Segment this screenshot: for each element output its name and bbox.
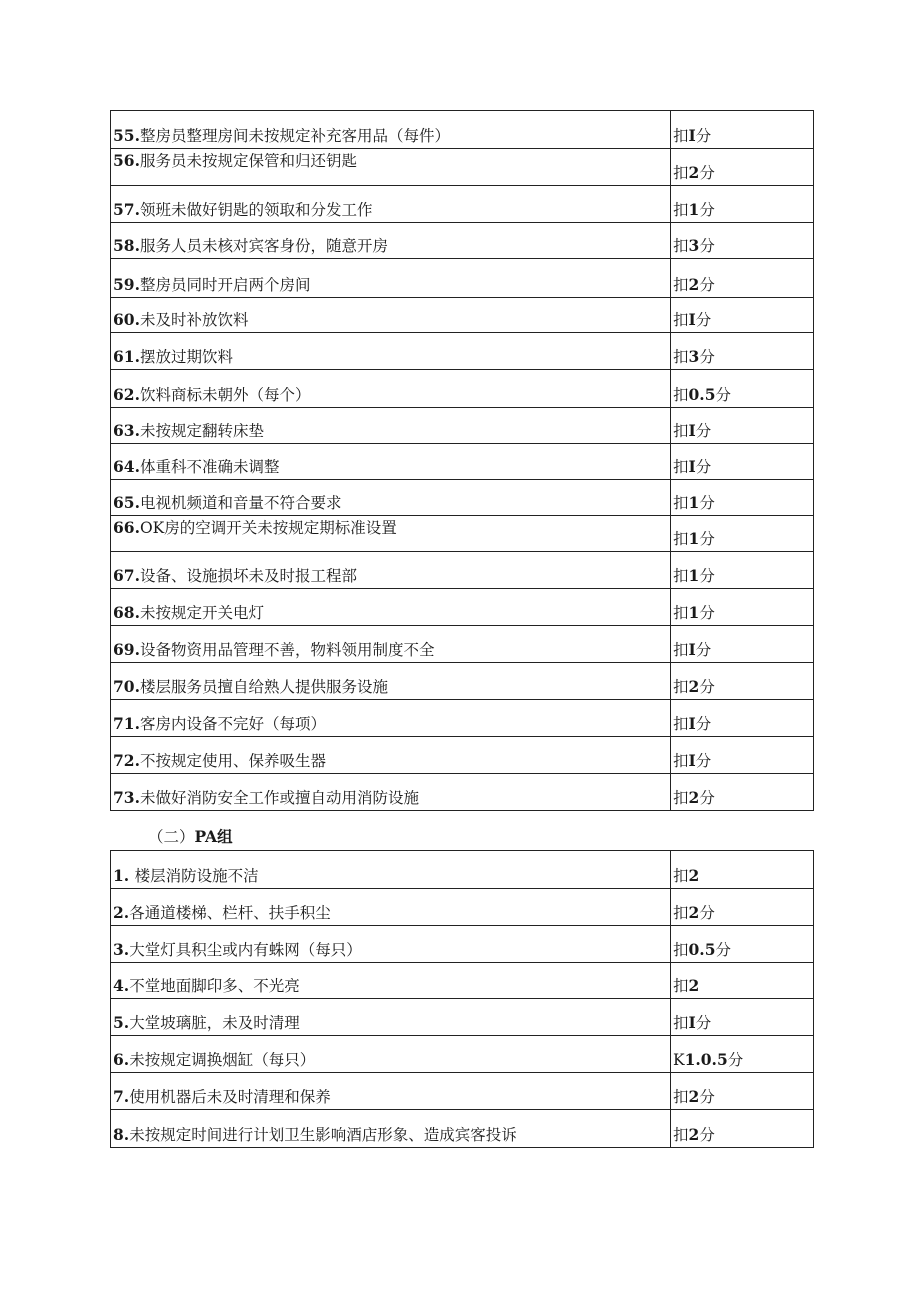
rule-item: 7.使用机器后未及时清理和保养 <box>111 1073 671 1110</box>
rule-penalty: 扣3分 <box>671 333 814 370</box>
table-row <box>111 851 814 889</box>
table-row <box>111 298 814 333</box>
rule-item: 4.不堂地面脚印多、不光亮 <box>111 963 671 999</box>
rule-item: 1. 楼层消防设施不洁 <box>111 851 671 889</box>
penalty-table-pa <box>110 850 814 1148</box>
rule-item: 61.摆放过期饮料 <box>111 333 671 370</box>
section-heading <box>148 827 233 847</box>
rule-item: 6.未按规定调换烟缸（每只） <box>111 1036 671 1073</box>
rule-penalty: 扣I分 <box>671 700 814 737</box>
table-row <box>111 589 814 626</box>
rule-penalty: 扣I分 <box>671 298 814 333</box>
rule-penalty: 扣2分 <box>671 259 814 298</box>
table-row <box>111 480 814 516</box>
rule-item: 56.服务员未按规定保管和归还钥匙 <box>111 149 671 186</box>
rule-penalty: 扣2分 <box>671 889 814 926</box>
rule-penalty: 扣1分 <box>671 186 814 223</box>
table-row <box>111 663 814 700</box>
rule-penalty: 扣1分 <box>671 589 814 626</box>
table-row <box>111 149 814 186</box>
rule-item: 60.未及时补放饮料 <box>111 298 671 333</box>
table-row <box>111 333 814 370</box>
rule-item: 73.未做好消防安全工作或擅自动用消防设施 <box>111 774 671 811</box>
table-row <box>111 370 814 408</box>
table-row <box>111 444 814 480</box>
table-row <box>111 516 814 552</box>
rule-item: 66.OK房的空调开关未按规定期标准设置 <box>111 516 671 552</box>
table-row <box>111 700 814 737</box>
rule-penalty: 扣I分 <box>671 999 814 1036</box>
rule-item: 62.饮料商标未朝外（每个） <box>111 370 671 408</box>
table-row <box>111 626 814 663</box>
rule-penalty: 扣2 <box>671 851 814 889</box>
rule-penalty: 扣2分 <box>671 149 814 186</box>
rule-item: 59.整房员同时开启两个房间 <box>111 259 671 298</box>
rule-penalty: 扣I分 <box>671 626 814 663</box>
rule-penalty: 扣I分 <box>671 444 814 480</box>
rule-penalty: 扣2分 <box>671 663 814 700</box>
rule-item: 8.未按规定时间进行计划卫生影响酒店形象、造成宾客投诉 <box>111 1110 671 1148</box>
table-row <box>111 926 814 963</box>
table-row <box>111 259 814 298</box>
rule-item: 71.客房内设备不完好（每项） <box>111 700 671 737</box>
table-row <box>111 408 814 444</box>
rule-item: 55.整房员整理房间未按规定补充客用品（每件） <box>111 111 671 149</box>
rule-penalty: K1.0.5分 <box>671 1036 814 1073</box>
rule-item: 68.未按规定开关电灯 <box>111 589 671 626</box>
rule-penalty: 扣2分 <box>671 1073 814 1110</box>
table-row <box>111 999 814 1036</box>
rule-item: 3.大堂灯具积尘或内有蛛网（每只） <box>111 926 671 963</box>
table-row <box>111 186 814 223</box>
rule-penalty: 扣2分 <box>671 1110 814 1148</box>
table-row <box>111 774 814 811</box>
rule-item: 63.未按规定翻转床垫 <box>111 408 671 444</box>
rule-item: 64.体重科不准确未调整 <box>111 444 671 480</box>
table-row <box>111 963 814 999</box>
rule-item: 2.各通道楼梯、栏杆、扶手积尘 <box>111 889 671 926</box>
rule-penalty: 扣1分 <box>671 552 814 589</box>
rule-penalty: 扣2分 <box>671 774 814 811</box>
section-title: PA组 <box>194 827 233 846</box>
rule-item: 70.楼层服务员擅自给熟人提供服务设施 <box>111 663 671 700</box>
rule-penalty: 扣2 <box>671 963 814 999</box>
rule-item: 69.设备物资用品管理不善，物料领用制度不全 <box>111 626 671 663</box>
rule-item: 67.设备、设施损坏未及时报工程部 <box>111 552 671 589</box>
rule-item: 72.不按规定使用、保养吸生器 <box>111 737 671 774</box>
table-row <box>111 737 814 774</box>
table-row <box>111 552 814 589</box>
rule-penalty: 扣1分 <box>671 480 814 516</box>
rule-penalty: 扣I分 <box>671 111 814 149</box>
rule-penalty: 扣0.5分 <box>671 370 814 408</box>
table-row <box>111 1036 814 1073</box>
table-row <box>111 889 814 926</box>
rule-penalty: 扣I分 <box>671 408 814 444</box>
section-prefix: （二） <box>148 828 195 846</box>
table-row <box>111 223 814 259</box>
rule-penalty: 扣3分 <box>671 223 814 259</box>
table-row <box>111 1073 814 1110</box>
rule-item: 65.电视机频道和音量不符合要求 <box>111 480 671 516</box>
rule-penalty: 扣I分 <box>671 737 814 774</box>
penalty-table-housekeeping <box>110 110 814 811</box>
rule-item: 57.领班未做好钥匙的领取和分发工作 <box>111 186 671 223</box>
rule-penalty: 扣1分 <box>671 516 814 552</box>
table-row <box>111 1110 814 1148</box>
table-row <box>111 111 814 149</box>
rule-penalty: 扣0.5分 <box>671 926 814 963</box>
rule-item: 5.大堂坡璃脏，未及时清理 <box>111 999 671 1036</box>
rule-item: 58.服务人员未核对宾客身份，随意开房 <box>111 223 671 259</box>
